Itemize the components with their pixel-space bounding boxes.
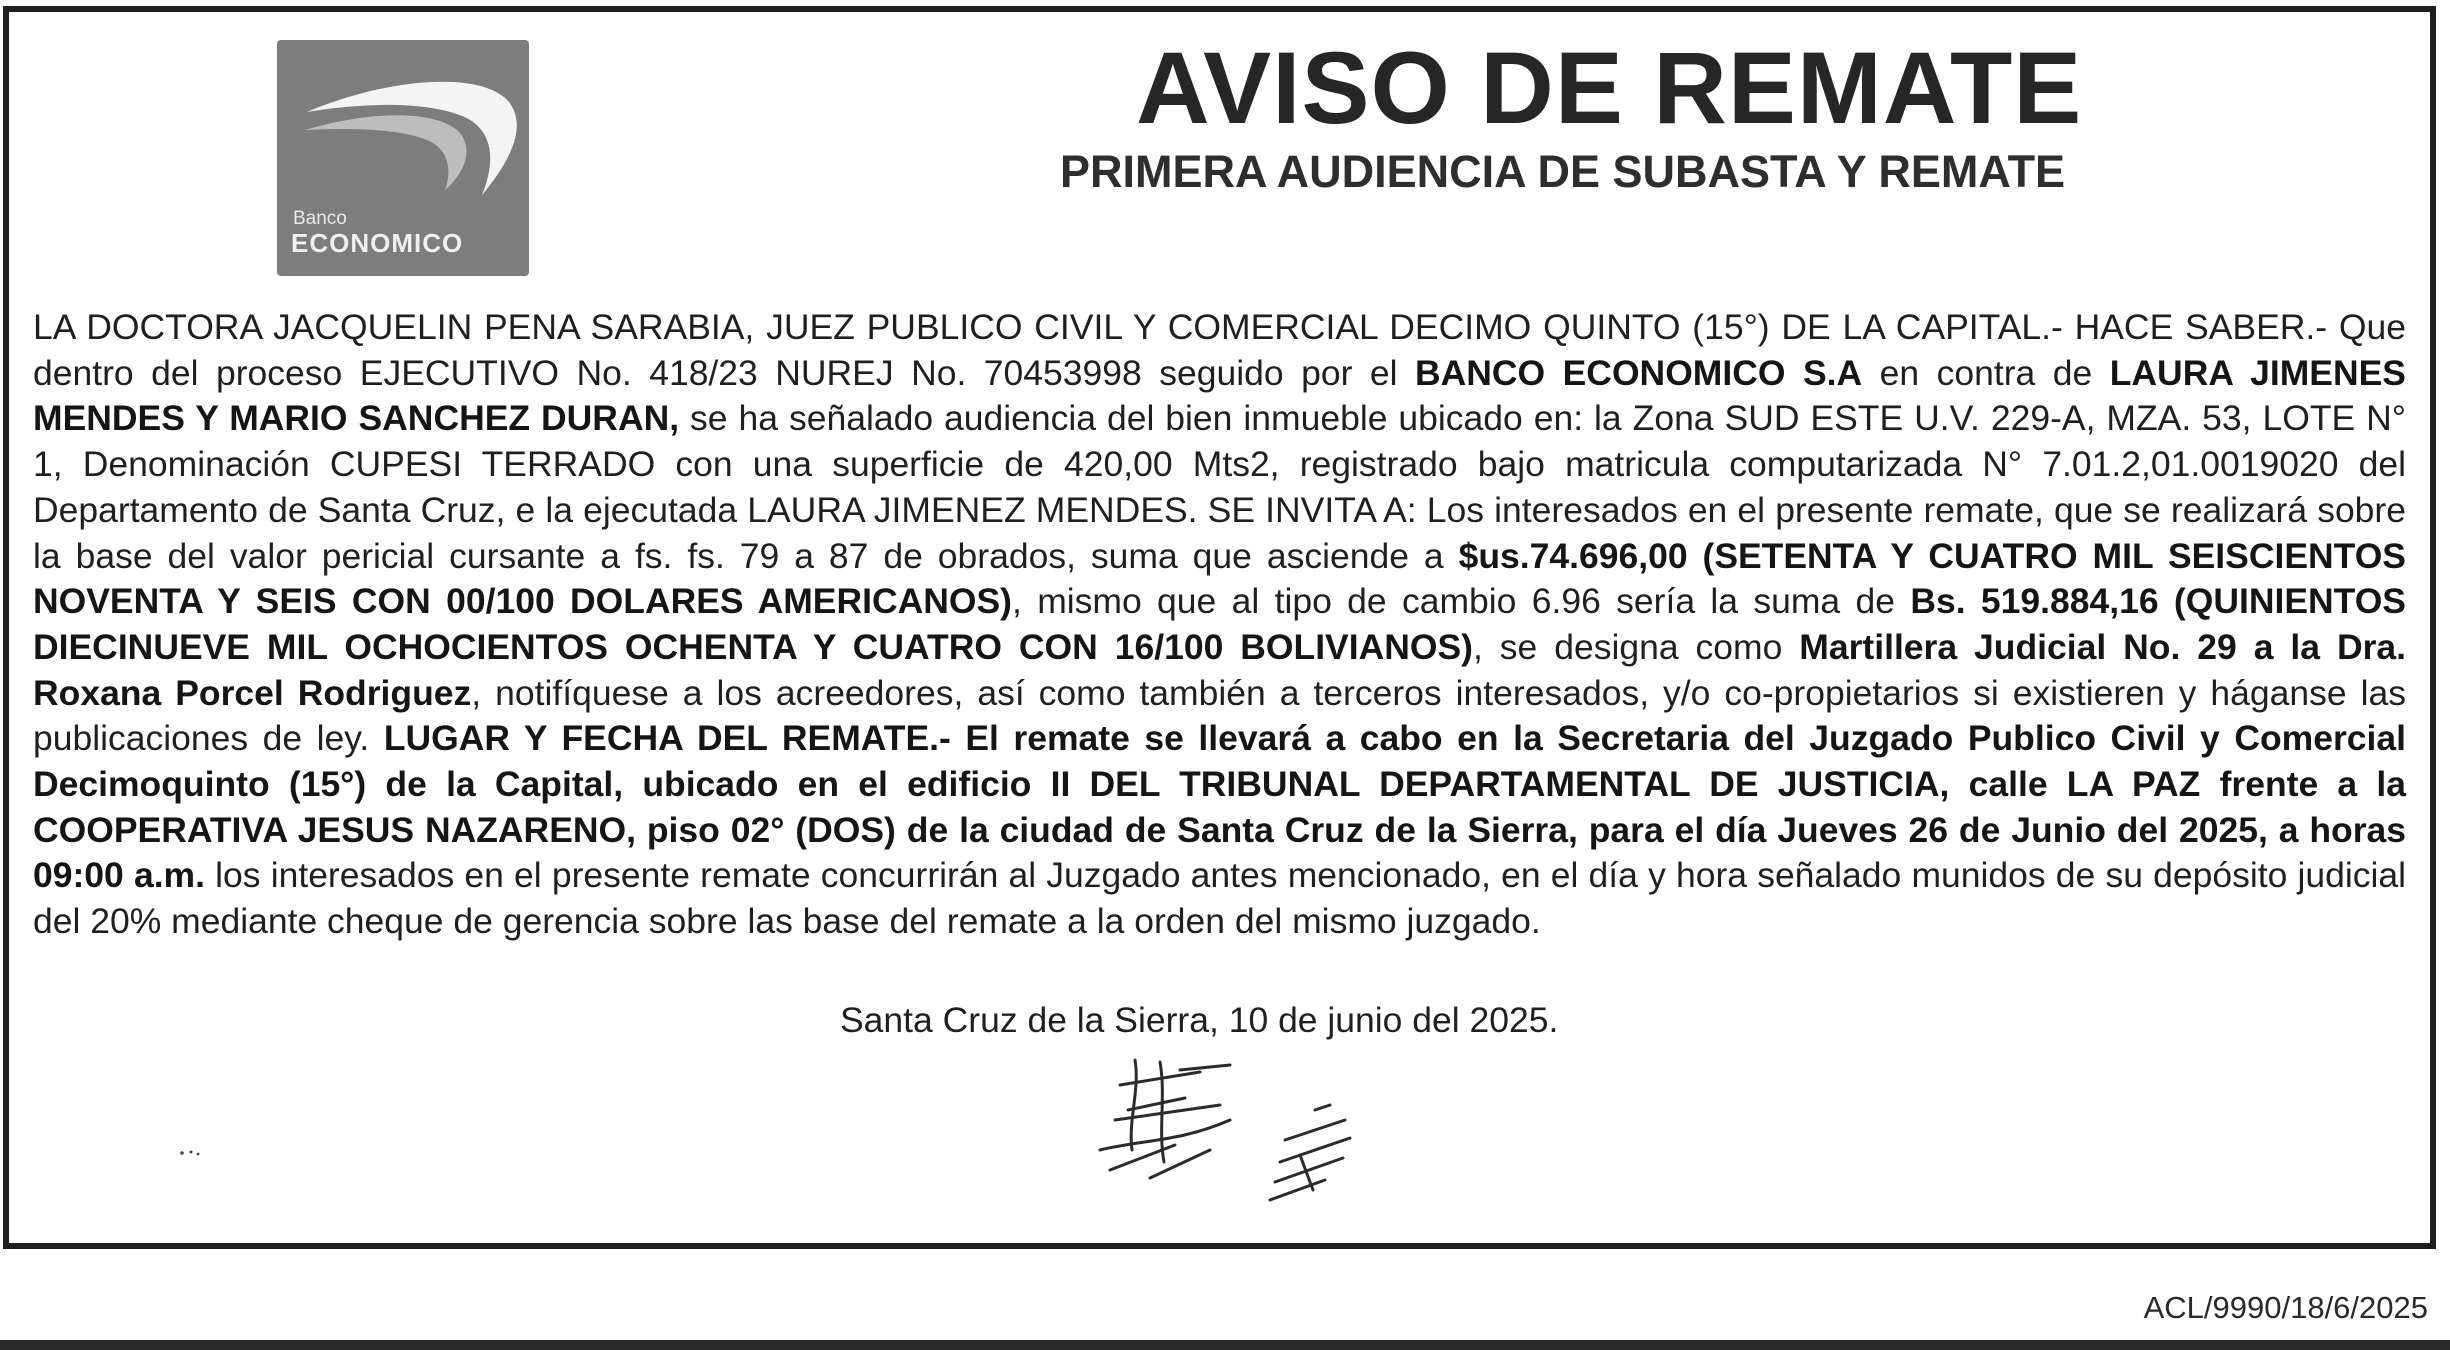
print-speck: [178, 1148, 202, 1158]
body-text-7: los interesados en el presente remate concurrirán al Juzgado antes mencionado, en el día y hora señalado munidos de su depósito judicial del 20% mediante cheque de gerencia sobre las base del remate a la orden del mismo juzgado.: [33, 855, 2406, 942]
body-text-6: , notifíquese a los acreedores, así como también a terceros interesados, y/o co-propietarios si existieren y háganse las publicaciones de ley.: [33, 672, 2406, 759]
logo-name: ECONOMICO: [291, 228, 464, 258]
logo-small-text: Banco: [293, 208, 347, 229]
body-text-5: , se designa como: [1472, 626, 1800, 667]
body-bold-amount-usd: $us.74.696,00 (SETENTA Y CUATRO MIL SEISCIENTOS NOVENTA Y SEIS CON 00/100 DOLARES AMERICANOS): [33, 535, 2406, 622]
body-bold-debtors: LAURA JIMENES MENDES Y MARIO SANCHEZ DURAN,: [33, 352, 2406, 439]
reference-code: ACL/9990/18/6/2025: [2143, 1290, 2428, 1325]
body-bold-amount-bs: Bs. 519.884,16 (QUINIENTOS DIECINUEVE MIL OCHOCIENTOS OCHENTA Y CUATRO CON 16/100 BOLIVIANOS): [33, 581, 2406, 667]
body-text-4: , mismo que al tipo de cambio 6.96 sería la suma de: [1012, 581, 1911, 622]
bottom-rule: [0, 1340, 2450, 1350]
body-bold-place-date: LUGAR Y FECHA DEL REMATE.- El remate se llevará a cabo en la Secretaria del Juzgado Publico Civil y Comercial Decimoquinto (15°) de la Capital, ubicado en el edificio II DEL TRIBUNAL DEPARTAMENTAL DE JUSTICIA, calle LA PAZ frente a la COOPERATIVA JESUS NAZARENO, piso 02° (DOS) de la ciudad de Santa Cruz de la Sierra, para el día Jueves 26 de Junio del 2025, a horas 09:00 a.m.: [33, 718, 2406, 896]
notice-title: AVISO DE REMATE: [1136, 31, 2083, 145]
stamp-mark: [1255, 1100, 1365, 1210]
body-text-2: en contra de: [1862, 352, 2110, 393]
body-bold-auctioneer: Martillera Judicial No. 29 a la Dra. Roxana Porcel Rodriguez: [33, 626, 2406, 713]
place-date: Santa Cruz de la Sierra, 10 de junio del 2025.: [840, 1000, 1559, 1040]
body-text-1: LA DOCTORA JACQUELIN PENA SARABIA, JUEZ PUBLICO CIVIL Y COMERCIAL DECIMO QUINTO (15°) DE LA CAPITAL.- HACE SABER.- Que dentro del proceso EJECUTIVO No. 418/23 NUREJ No. 70453998 seguido por el: [33, 307, 2406, 393]
body-text-3: se ha señalado audiencia del bien inmueble ubicado en: la Zona SUD ESTE U.V. 229-A, MZA. 53, LOTE N° 1, Denominación CUPESI TERRADO con una superficie de 420,00 Mts2, registrado bajo matricula computarizada N° 7.01.2,01.0019020 del Departamento de Santa Cruz, e la ejecutada LAURA JIMENEZ MENDES. SE INVITA A: Los interesados en el presente remate, que se realizará sobre la base del valor pericial cursante a fs. fs. 79 a 87 de obrados, suma que asciende a: [33, 398, 2407, 576]
signature-mark: [1080, 1050, 1250, 1190]
notice-subtitle: PRIMERA AUDIENCIA DE SUBASTA Y REMATE: [1060, 146, 2066, 197]
bank-logo: [277, 40, 529, 276]
body-bold-creditor: BANCO ECONOMICO S.A: [1414, 352, 1863, 393]
notice-body: [33, 305, 2406, 945]
